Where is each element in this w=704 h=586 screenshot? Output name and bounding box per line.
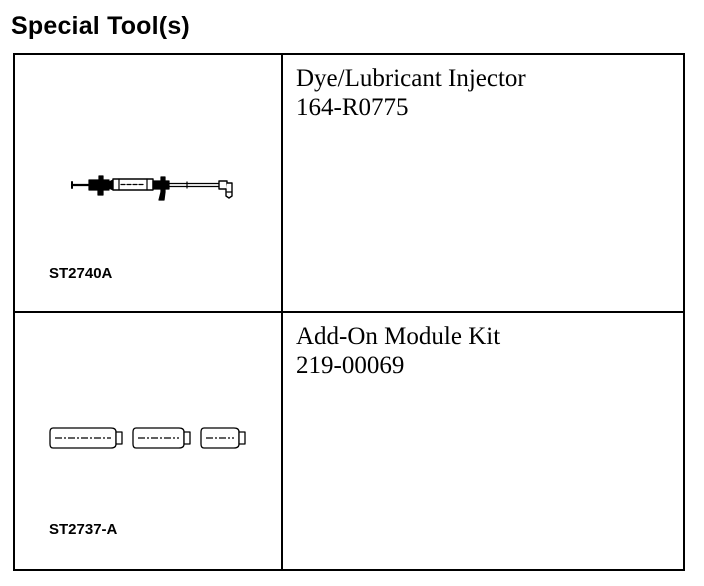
tool-name: Add-On Module Kit: [296, 323, 501, 350]
page-title: Special Tool(s): [11, 12, 190, 40]
tool-row: [14, 54, 684, 312]
tool-image-label: ST2740A: [49, 265, 113, 282]
special-tools-table: [13, 53, 685, 571]
tool-image-cell: [14, 312, 282, 570]
tool-part-number: 219-00069: [296, 352, 405, 379]
tool-image-cell: [14, 54, 282, 312]
tool-description-cell: [282, 54, 684, 312]
dye-lubricant-injector-illustration: [69, 167, 239, 207]
tool-image-label: ST2737-A: [49, 521, 118, 538]
tool-part-number: 164-R0775: [296, 94, 409, 121]
add-on-module-kit-illustration: [49, 425, 253, 451]
tool-row: [14, 312, 684, 570]
tool-name: Dye/Lubricant Injector: [296, 65, 526, 92]
tool-description-cell: [282, 312, 684, 570]
